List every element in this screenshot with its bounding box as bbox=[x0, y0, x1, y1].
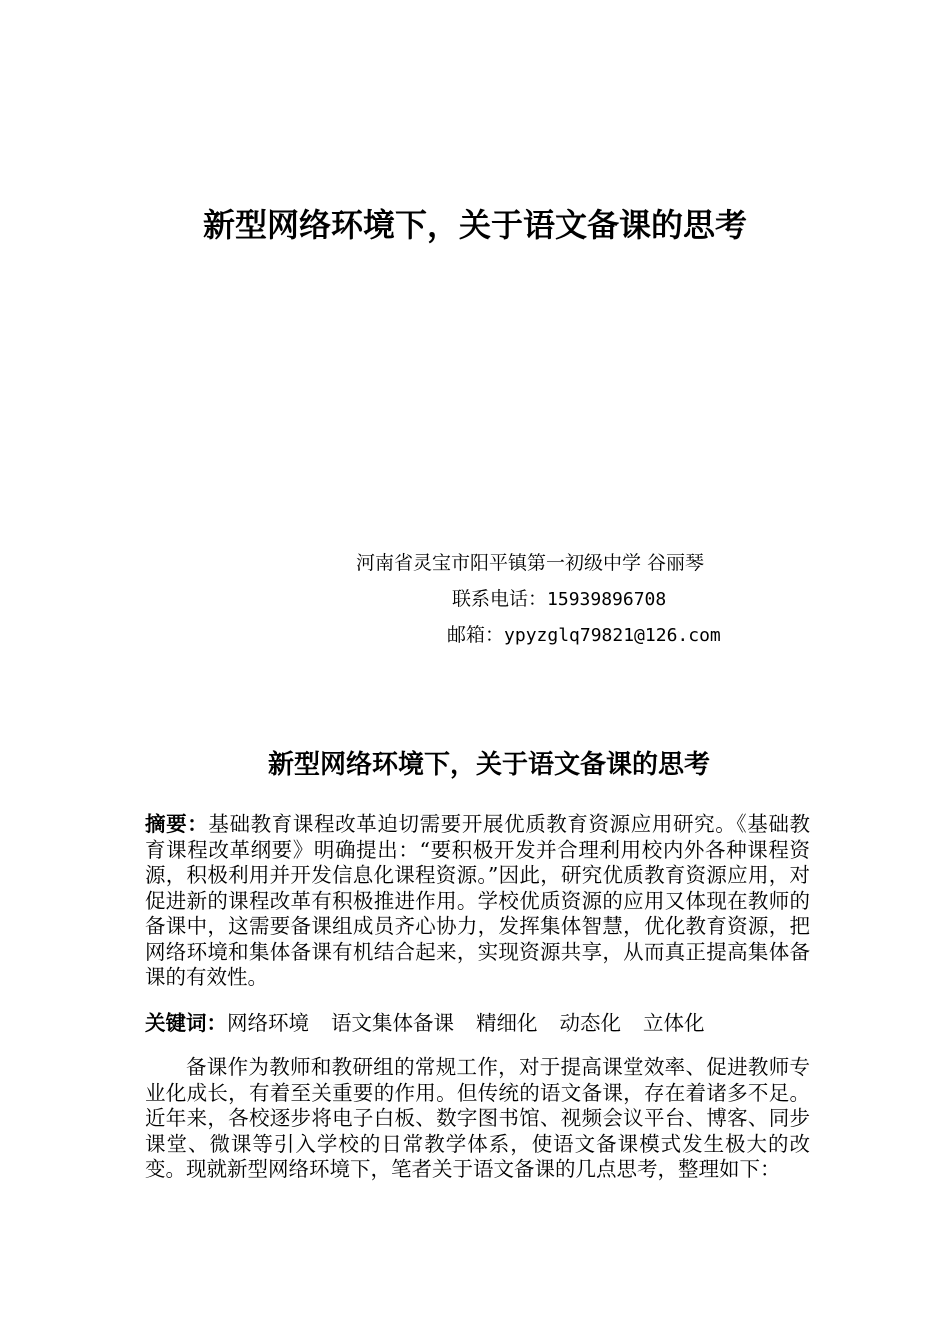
keyword-item: 语文集体备课 bbox=[331, 1011, 454, 1035]
phone-label: 联系电话： bbox=[452, 588, 548, 610]
body-paragraph: 备课作为教师和教研组的常规工作，对于提高课堂效率、促进教师专业化成长，有着至关重要的作用。但传统的语文备课，存在着诸多不足。近年来，各校逐步将电子白板、数字图书馆、视频会议平台、博客、同步课堂、微课等引入学校的日常教学体系，使语文备课模式发生极大的改变。现就新型网络环境下，笔者关于语文备课的几点思考，整理如下： bbox=[145, 1055, 810, 1181]
email-label: 邮箱： bbox=[447, 624, 505, 646]
author-email bbox=[447, 617, 721, 654]
keyword-item: 动态化 bbox=[559, 1011, 621, 1035]
abstract-text: 基础教育课程改革迫切需要开展优质教育资源应用研究。《基础教育课程改革纲要》明确提出：“要积极开发并合理利用校内外各种课程资源，积极利用并开发信息化课程资源。”因此，研究优质教育资源应用，对促进新的课程改革有积极推进作用。学校优质资源的应用又体现在教师的备课中，这需要备课组成员齐心协力，发挥集体智慧，优化教育资源，把网络环境和集体备课有机结合起来，实现资源共享，从而真正提高集体备课的有效性。 bbox=[145, 812, 811, 989]
keyword-item: 网络环境 bbox=[227, 1011, 309, 1035]
article-title: 新型网络环境下，关于语文备课的思考 bbox=[267, 750, 710, 780]
keyword-item: 立体化 bbox=[643, 1011, 705, 1035]
author-phone bbox=[452, 581, 666, 618]
email-address: ypyzglq79821@126.com bbox=[504, 625, 721, 646]
author-org-name: 河南省灵宝市阳平镇第一初级中学 谷丽琴 bbox=[356, 552, 705, 574]
keyword-item: 精细化 bbox=[476, 1011, 538, 1035]
abstract-label: 摘要： bbox=[145, 812, 209, 836]
keywords-label: 关键词： bbox=[145, 1011, 227, 1035]
abstract bbox=[145, 812, 810, 991]
phone-number: 15939896708 bbox=[547, 589, 667, 610]
keywords bbox=[145, 1008, 810, 1038]
page-title: 新型网络环境下，关于语文备课的思考 bbox=[202, 206, 747, 244]
